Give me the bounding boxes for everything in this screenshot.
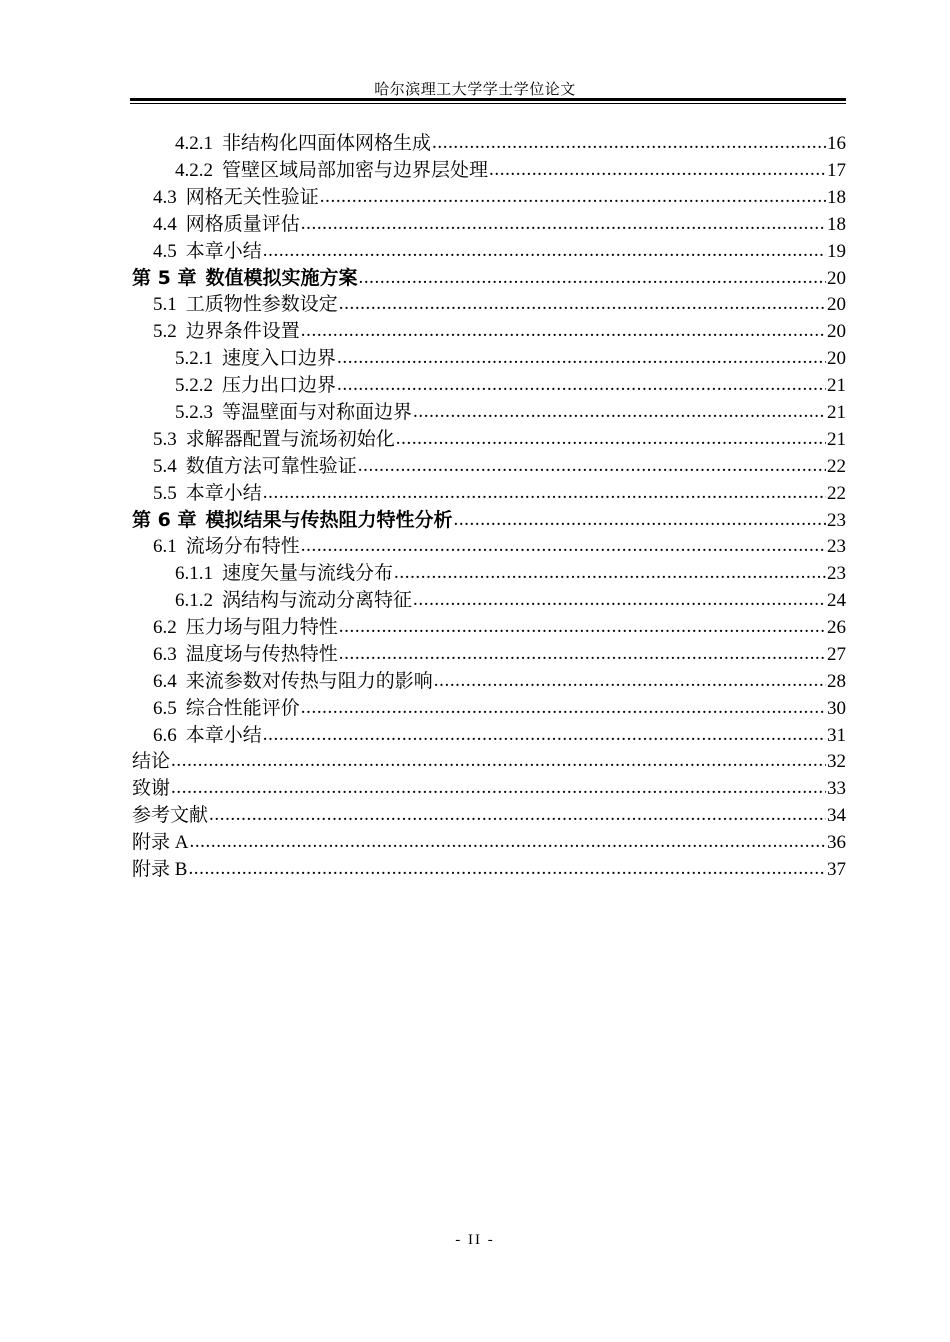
toc-leader-dots	[301, 318, 826, 345]
toc-entry[interactable]	[132, 776, 846, 803]
toc-entry-number: 第 5 章	[132, 267, 197, 290]
toc-entry[interactable]	[132, 669, 846, 696]
toc-entry-title: 压力出口边界	[222, 375, 337, 397]
toc-entry-page: 18	[827, 186, 846, 208]
toc-entry-page: 37	[827, 859, 846, 881]
toc-entry-page: 21	[827, 428, 846, 450]
toc-entry-title: 致谢	[132, 778, 171, 800]
toc-entry[interactable]	[132, 642, 846, 669]
toc-leader-dots	[358, 264, 826, 292]
toc-entry-number: 5.1	[153, 294, 177, 316]
page-header-title: 哈尔滨理工大学学士学位论文	[374, 82, 576, 98]
toc-entry-page: 19	[827, 240, 846, 262]
toc-entry-page: 16	[827, 133, 846, 154]
toc-leader-dots	[209, 802, 826, 829]
toc-entry[interactable]	[132, 265, 846, 292]
toc-entry-title: 速度入口边界	[222, 348, 337, 370]
toc-entry[interactable]	[132, 346, 846, 373]
toc-entry-page: 18	[827, 213, 846, 235]
toc-entry-page: 23	[827, 510, 846, 532]
toc-entry-page: 20	[827, 268, 846, 290]
toc-entry-number: 5.2.2	[175, 375, 213, 397]
header-rule-thin	[130, 103, 846, 104]
toc-entry-page: 23	[827, 563, 846, 585]
toc-entry-page: 26	[827, 617, 846, 639]
toc-entry-title: 来流参数对传热与阻力的影响	[185, 670, 433, 692]
toc-leader-dots	[263, 480, 826, 507]
toc-entry-title: 参考文献	[132, 805, 209, 827]
toc-entry-page: 21	[827, 401, 846, 423]
toc-entry-title: 非结构化四面体网格生成	[222, 133, 432, 154]
toc-entry-number: 5.5	[153, 482, 177, 504]
toc-leader-dots	[358, 453, 826, 480]
toc-entry-page: 24	[827, 590, 846, 612]
toc-entry-page: 28	[827, 670, 846, 692]
toc-entry-number: 5.2	[153, 321, 177, 343]
toc-entry-page: 22	[827, 455, 846, 477]
toc-entry[interactable]	[132, 723, 846, 750]
toc-entry-title: 数值方法可靠性验证	[185, 455, 357, 477]
toc-entry[interactable]	[132, 803, 846, 830]
toc-entry[interactable]	[132, 561, 846, 588]
toc-entry-number: 6.1	[153, 536, 177, 558]
toc-entry-page: 23	[827, 536, 846, 558]
toc-entry-number: 5.4	[153, 455, 177, 477]
toc-entry-page: 20	[827, 294, 846, 316]
toc-entry[interactable]	[132, 696, 846, 723]
toc-entry-page: 30	[827, 697, 846, 719]
toc-entry[interactable]	[132, 857, 846, 884]
toc-leader-dots	[301, 533, 826, 560]
toc-entry-number: 6.3	[153, 643, 177, 665]
toc-leader-dots	[189, 829, 826, 856]
toc-entry-page: 21	[827, 375, 846, 397]
toc-entry-number: 6.1.1	[175, 563, 213, 585]
toc-entry-title: 等温壁面与对称面边界	[222, 401, 413, 423]
toc-entry-number: 5.2.1	[175, 348, 213, 370]
toc-entry[interactable]	[132, 427, 846, 454]
toc-leader-dots	[337, 345, 826, 372]
toc-entry-page: 36	[827, 832, 846, 854]
toc-entry[interactable]	[132, 319, 846, 346]
toc-entry-title: 附录 A	[132, 832, 189, 854]
toc-leader-dots	[339, 614, 826, 641]
toc-entry-page: 33	[827, 778, 846, 800]
toc-entry-title: 流场分布特性	[185, 536, 300, 558]
toc-entry-title: 综合性能评价	[185, 697, 300, 719]
toc-entry[interactable]	[132, 534, 846, 561]
toc-entry-page: 32	[827, 751, 846, 773]
toc-entry-number: 6.2	[153, 617, 177, 639]
toc-leader-dots	[263, 722, 826, 749]
toc-entry[interactable]	[132, 588, 846, 615]
toc-entry-page: 27	[827, 643, 846, 665]
toc-entry-number: 5.3	[153, 428, 177, 450]
toc-leader-dots	[413, 399, 826, 426]
toc-entry[interactable]	[132, 454, 846, 481]
toc-entry-title: 模拟结果与传热阻力特性分析	[205, 509, 453, 532]
toc-entry-page: 22	[827, 482, 846, 504]
toc-entry-page: 31	[827, 724, 846, 746]
toc-entry-title: 压力场与阻力特性	[185, 617, 338, 639]
toc-entry[interactable]	[132, 131, 846, 158]
toc-leader-dots	[301, 695, 826, 722]
toc-entry-number: 4.3	[153, 186, 177, 208]
toc-leader-dots	[394, 560, 826, 587]
toc-entry-page: 17	[827, 159, 846, 181]
toc-entry-title: 温度场与传热特性	[185, 643, 338, 665]
toc-leader-dots	[320, 184, 826, 211]
toc-entry-title: 本章小结	[185, 724, 262, 746]
toc-entry-number: 4.2.1	[175, 133, 213, 154]
toc-entry-number: 4.5	[153, 240, 177, 262]
toc-entry[interactable]	[132, 615, 846, 642]
toc-entry[interactable]	[132, 212, 846, 239]
toc-entry-page: 20	[827, 348, 846, 370]
toc-entry[interactable]	[132, 373, 846, 400]
toc-entry[interactable]	[132, 158, 846, 185]
toc-entry-number: 6.4	[153, 670, 177, 692]
toc-entry[interactable]	[132, 507, 846, 534]
toc-leader-dots	[339, 291, 826, 318]
toc-entry-number: 6.5	[153, 697, 177, 719]
toc-entry-number: 4.4	[153, 213, 177, 235]
toc-leader-dots	[171, 748, 826, 775]
toc-leader-dots	[434, 668, 826, 695]
toc-entry-title: 管壁区域局部加密与边界层处理	[222, 159, 489, 181]
toc-entry-number: 6.1.2	[175, 590, 213, 612]
toc-leader-dots	[188, 856, 826, 883]
toc-leader-dots	[432, 130, 826, 157]
toc-entry-title: 边界条件设置	[185, 321, 300, 343]
toc-entry-number: 4.2.2	[175, 159, 213, 181]
toc-entry[interactable]	[132, 749, 846, 776]
toc-entry-number: 第 6 章	[132, 509, 197, 532]
toc-entry-title: 涡结构与流动分离特征	[222, 590, 413, 612]
toc-leader-dots	[171, 775, 826, 802]
toc-entry-title: 附录 B	[132, 859, 188, 881]
toc-entry-title: 结论	[132, 751, 171, 773]
toc-entry-title: 本章小结	[185, 240, 262, 262]
toc-entry[interactable]	[132, 830, 846, 857]
page-number: - II -	[455, 1232, 495, 1248]
toc-entry[interactable]	[132, 292, 846, 319]
toc-entry[interactable]	[132, 239, 846, 266]
toc-entry-title: 求解器配置与流场初始化	[185, 428, 395, 450]
toc-entry-title: 工质物性参数设定	[185, 294, 338, 316]
toc-entry-title: 数值模拟实施方案	[205, 267, 358, 290]
table-of-contents	[132, 131, 846, 884]
toc-leader-dots	[337, 372, 826, 399]
header-rule-thick	[130, 98, 846, 101]
toc-entry-page: 34	[827, 805, 846, 827]
toc-entry-page: 20	[827, 321, 846, 343]
toc-leader-dots	[301, 211, 826, 238]
toc-entry-number: 6.6	[153, 724, 177, 746]
toc-leader-dots	[453, 506, 826, 534]
toc-entry-number: 5.2.3	[175, 401, 213, 423]
toc-entry-title: 速度矢量与流线分布	[222, 563, 394, 585]
toc-entry-title: 本章小结	[185, 482, 262, 504]
toc-leader-dots	[396, 426, 826, 453]
toc-entry[interactable]	[132, 400, 846, 427]
toc-entry[interactable]	[132, 185, 846, 212]
toc-leader-dots	[263, 238, 826, 265]
toc-leader-dots	[339, 641, 826, 668]
toc-entry-title: 网格质量评估	[185, 213, 300, 235]
toc-leader-dots	[489, 157, 826, 184]
toc-entry-title: 网格无关性验证	[185, 186, 319, 208]
toc-entry[interactable]	[132, 481, 846, 508]
toc-leader-dots	[413, 587, 826, 614]
